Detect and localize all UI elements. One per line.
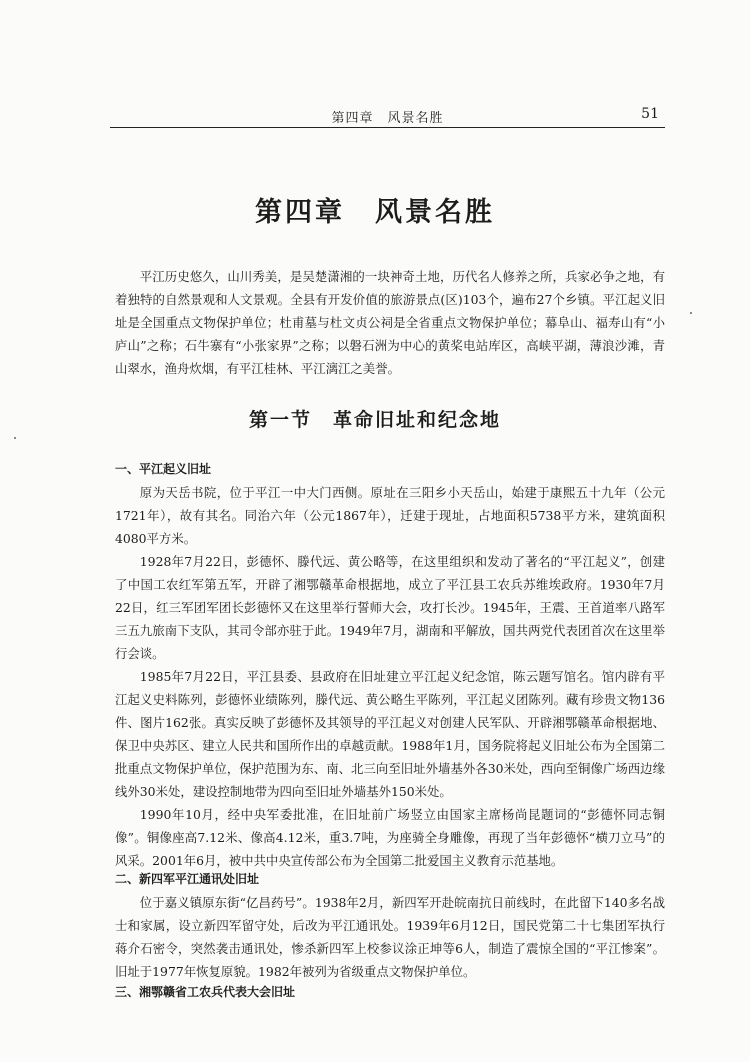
- subsection-heading: 一、平江起义旧址: [115, 462, 212, 476]
- running-title: 第四章 风景名胜: [331, 111, 444, 126]
- body-paragraph: 1985年7月22日，平江县委、县政府在旧址建立平江起义纪念馆，陈云题写馆名。馆内辟有平江起义史料陈列，彭德怀业绩陈列，滕代远、黄公略生平陈列，平江起义团陈列。藏有珍贵文物136件、图片162张。真实反映了彭德怀及其领导的平江起义对创建人民军队、开辟湘鄂赣革命根据地、保卫中央苏区、建立人民共和国所作出的卓越贡献。1988年1月，国务院将起义旧址公布为全国第二批重点文物保护单位，保护范围为东、南、北三向至旧址外墙基外各30米处，西向至铜像广场西边缘线外30米处，建设控制地带为四向至旧址外墙基外150米处。: [115, 669, 665, 799]
- body-paragraph: 1928年7月22日，彭德怀、滕代远、黄公略等，在这里组织和发动了著名的“平江起义”，创建了中国工农红军第五军，开辟了湘鄂赣革命根据地，成立了平江县工农兵苏维埃政府。1930年7月22日，红三军团军团长彭德怀又在这里举行誓师大会，攻打长沙。1945年，王震、王首道率八路军三五九旅南下支队，其司令部亦驻于此。1949年7月，湖南和平解放，国共两党代表团首次在这里举行会谈。: [115, 554, 665, 661]
- scan-speck: [690, 312, 692, 314]
- body-paragraph: 原为天岳书院，位于平江一中大门西侧。原址在三阳乡小天岳山，始建于康熙五十九年（公元1721年），故有其名。同治六年（公元1867年），迁建于现址，占地面积5738平方米，建筑面积4080平方米。: [115, 485, 665, 546]
- subsection-heading: 三、湘鄂赣省工农兵代表大会旧址: [115, 985, 296, 999]
- running-header: [110, 105, 665, 128]
- section-title: 第一节 革命旧址和纪念地: [248, 409, 501, 431]
- intro-paragraph: 平江历史悠久，山川秀美，是吴楚潇湘的一块神奇土地，历代名人修养之所，兵家必争之地，有着独特的自然景观和人文景观。全县有开发价值的旅游景点(区)103个，遍布27个乡镇。平江起义旧址是全国重点文物保护单位；杜甫墓与杜文贞公祠是全省重点文物保护单位；幕阜山、福寿山有“小庐山”之称；石牛寨有“小张家界”之称；以磐石洲为中心的黄桨电站库区，高峡平湖，薄浪沙滩，青山翠水，渔舟炊烟，有平江桂林、平江漓江之美誉。: [115, 269, 665, 376]
- page-number: 51: [641, 106, 659, 122]
- body-paragraph: 位于嘉义镇原东街“亿昌药号”。1938年2月，新四军开赴皖南抗日前线时，在此留下140多名战士和家属，设立新四军留守处，后改为平江通讯处。1939年6月12日，国民党第二十七集团军执行蒋介石密令，突然袭击通讯处，惨杀新四军上校参议涂正坤等6人，制造了震惊全国的“平江惨案”。旧址于1977年恢复原貌。1982年被列为省级重点文物保护单位。: [115, 895, 665, 979]
- body-paragraph: 1990年10月，经中央军委批准，在旧址前广场竖立由国家主席杨尚昆题词的“彭德怀同志铜像”。铜像座高7.12米、像高4.12米，重3.7吨，为座骑全身雕像，再现了当年彭德怀“横刀立马”的风采。2001年6月，被中共中央宣传部公布为全国第二批爱国主义教育示范基地。: [115, 807, 665, 868]
- chapter-title: 第四章 风景名胜: [255, 197, 495, 228]
- scan-speck: [14, 437, 16, 439]
- subsection-heading: 二、新四军平江通讯处旧址: [115, 872, 260, 886]
